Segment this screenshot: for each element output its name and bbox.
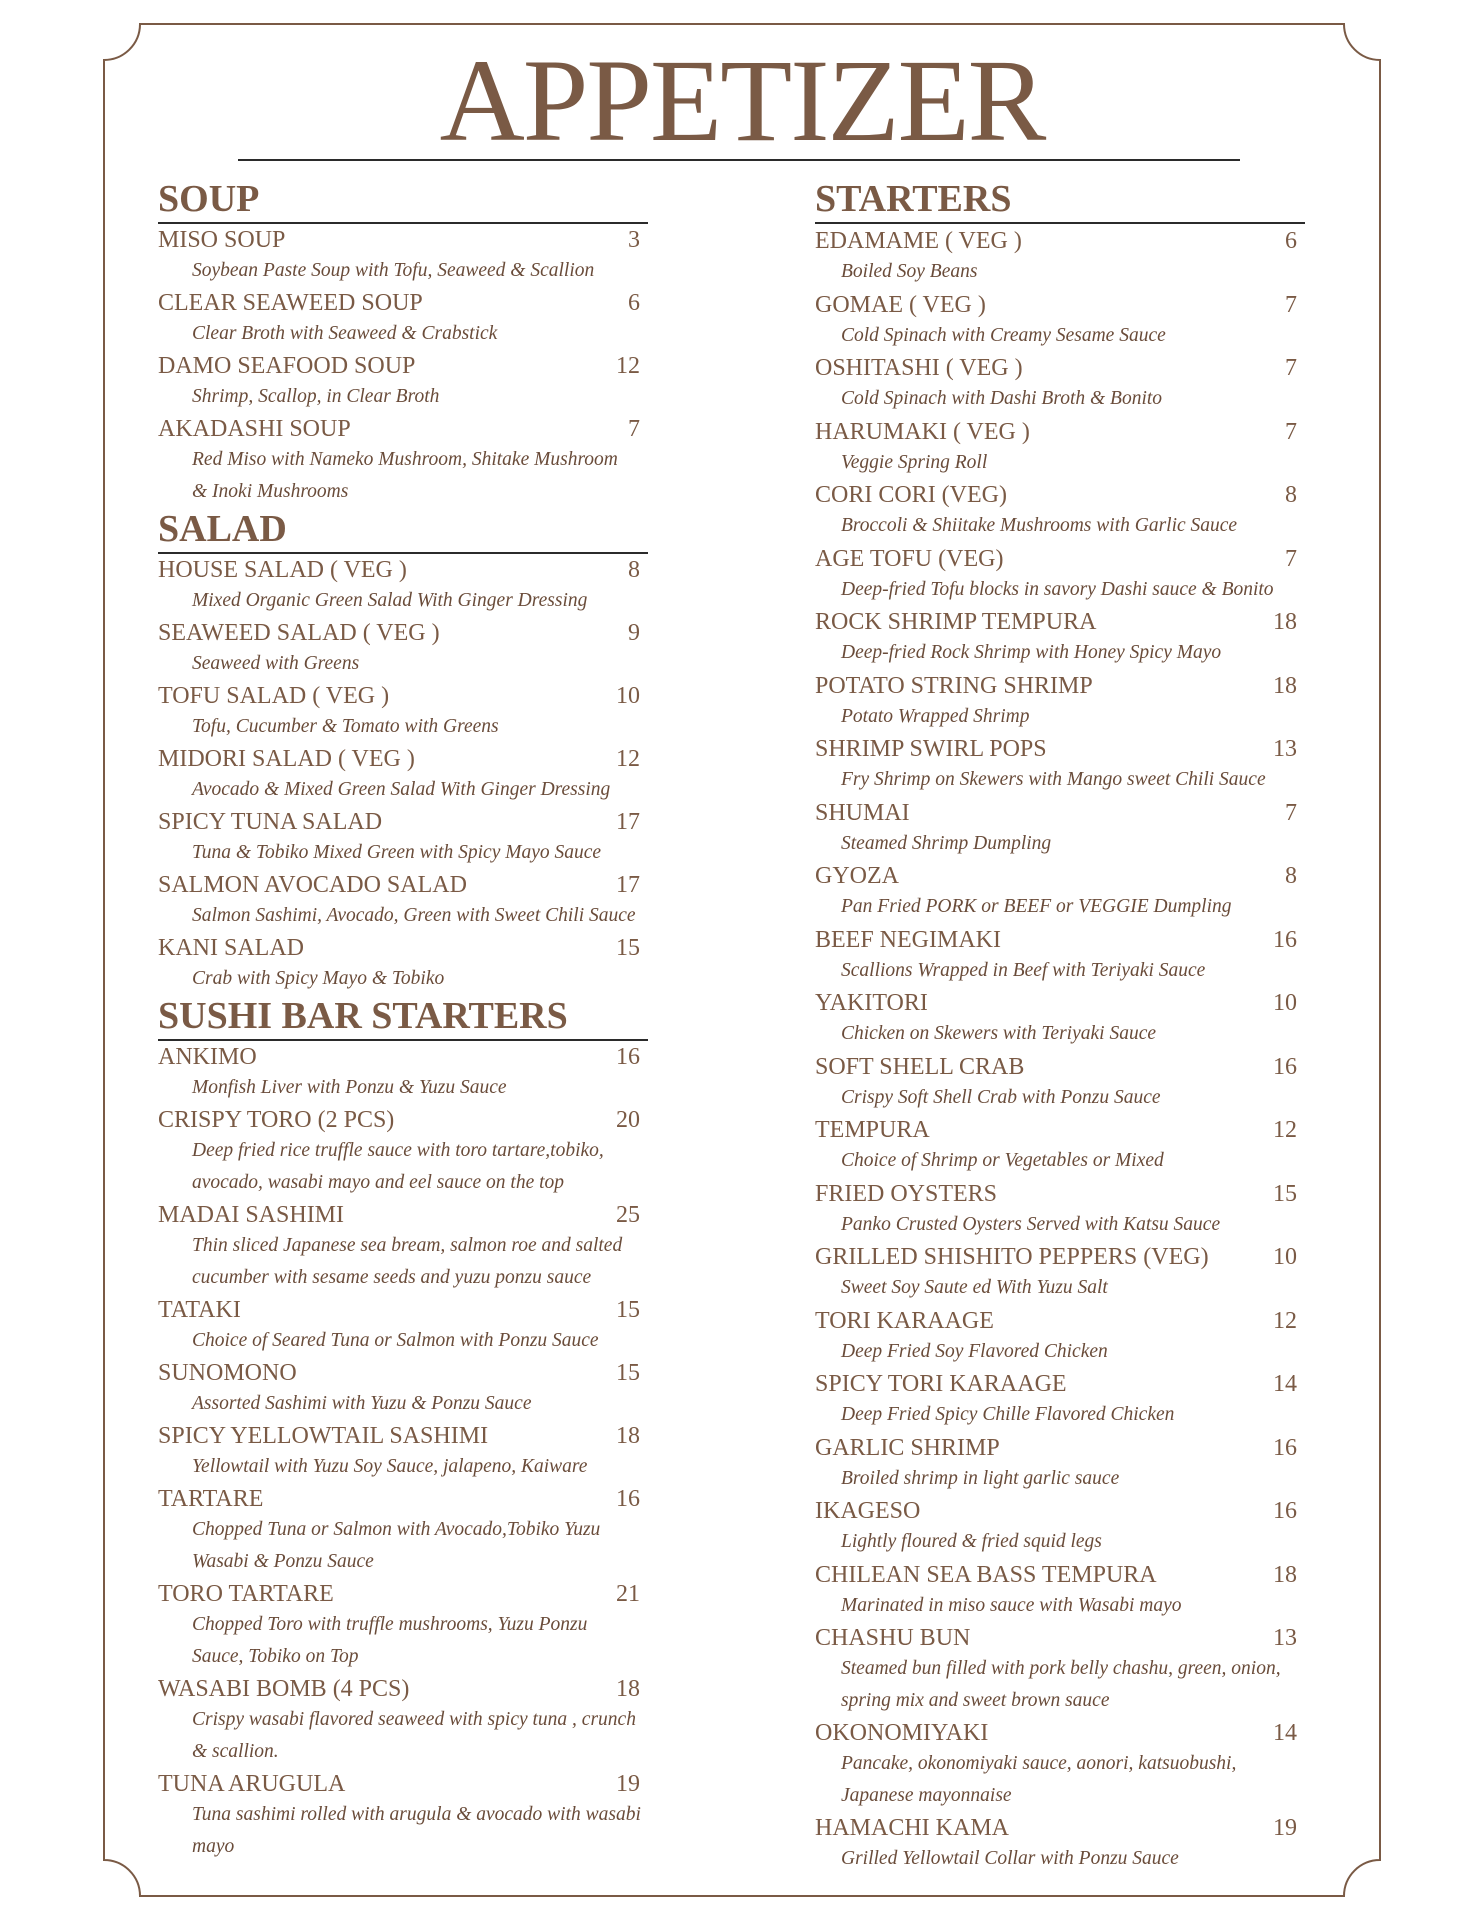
item-description: Crispy wasabi flavored seaweed with spicy tuna , crunch bbox=[192, 1709, 636, 1730]
menu-item-header bbox=[158, 682, 648, 711]
item-name: DAMO SEAFOOD SOUP bbox=[158, 353, 416, 379]
item-name: SPICY TORI KARAAGE bbox=[815, 1371, 1067, 1397]
menu-item-header bbox=[158, 1359, 648, 1388]
item-price: 18 bbox=[1273, 609, 1297, 635]
item-description: Deep-fried Tofu blocks in savory Dashi sauce & Bonito bbox=[841, 578, 1274, 600]
item-price: 8 bbox=[628, 557, 640, 583]
item-price: 15 bbox=[616, 1297, 640, 1323]
menu-item bbox=[815, 481, 1305, 542]
item-description: Grilled Yellowtail Collar with Ponzu Sauce bbox=[841, 1848, 1179, 1869]
menu-item bbox=[158, 415, 648, 508]
item-name: OKONOMIYAKI bbox=[815, 1720, 989, 1746]
menu-item bbox=[815, 1243, 1305, 1304]
item-description: Potato Wrapped Shrimp bbox=[841, 705, 1030, 727]
item-description: Cold Spinach with Dashi Broth & Bonito bbox=[841, 388, 1163, 409]
item-description: Wasabi & Ponzu Sauce bbox=[192, 1551, 374, 1572]
item-name: TARTARE bbox=[158, 1486, 264, 1512]
item-price: 18 bbox=[616, 1423, 640, 1449]
item-name: HOUSE SALAD ( VEG ) bbox=[158, 557, 407, 583]
item-price: 15 bbox=[616, 1360, 640, 1386]
menu-item bbox=[815, 291, 1305, 352]
menu-item bbox=[815, 608, 1305, 669]
menu-item-header bbox=[158, 1770, 648, 1799]
item-name: EDAMAME ( VEG ) bbox=[815, 228, 1022, 254]
item-price: 9 bbox=[628, 620, 640, 646]
item-name: SHRIMP SWIRL POPS bbox=[815, 736, 1047, 762]
item-name: FRIED OYSTERS bbox=[815, 1180, 998, 1207]
menu-item-header bbox=[815, 418, 1305, 447]
item-description: Shrimp, Scallop, in Clear Broth bbox=[192, 386, 440, 407]
section-heading: SALAD bbox=[158, 508, 648, 554]
item-description: Tuna & Tobiko Mixed Green with Spicy Mayo Sauce bbox=[192, 842, 602, 863]
menu-item bbox=[158, 1201, 648, 1294]
item-price: 25 bbox=[616, 1202, 640, 1228]
item-description: mayo bbox=[192, 1836, 235, 1857]
menu-item-header bbox=[158, 745, 648, 774]
item-name: AGE TOFU (VEG) bbox=[815, 545, 1004, 572]
menu-item bbox=[158, 1043, 648, 1104]
item-name: CLEAR SEAWEED SOUP bbox=[158, 290, 423, 316]
menu-item bbox=[158, 934, 648, 995]
menu-item bbox=[815, 862, 1305, 923]
page-title: APPETIZER bbox=[439, 35, 1045, 166]
menu-item bbox=[815, 1307, 1305, 1368]
menu-item-header bbox=[158, 1675, 648, 1704]
item-price: 10 bbox=[1273, 990, 1297, 1016]
left-column bbox=[158, 178, 648, 1863]
item-name: SPICY TUNA SALAD bbox=[158, 809, 383, 835]
item-name: MIDORI SALAD ( VEG ) bbox=[158, 746, 415, 772]
item-name: OSHITASHI ( VEG ) bbox=[815, 355, 1023, 381]
item-description: Chicken on Skewers with Teriyaki Sauce bbox=[841, 1023, 1157, 1044]
menu-item-header bbox=[815, 1243, 1305, 1272]
item-description: avocado, wasabi mayo and eel sauce on the top bbox=[192, 1172, 565, 1193]
title-divider bbox=[238, 159, 1240, 161]
item-price: 16 bbox=[1273, 1434, 1297, 1461]
menu-item-header bbox=[158, 1485, 648, 1514]
item-description: Tuna sashimi rolled with arugula & avocado with wasabi bbox=[192, 1804, 641, 1825]
item-price: 16 bbox=[1273, 1053, 1297, 1080]
menu-item-header bbox=[158, 871, 648, 900]
item-description: Avocado & Mixed Green Salad With Ginger Dressing bbox=[192, 779, 611, 800]
item-name: GRILLED SHISHITO PEPPERS (VEG) bbox=[815, 1244, 1209, 1270]
menu-item-header bbox=[815, 989, 1305, 1018]
item-description: Tofu, Cucumber & Tomato with Greens bbox=[192, 716, 499, 737]
menu-item bbox=[158, 871, 648, 932]
menu-item bbox=[815, 1719, 1305, 1811]
item-price: 15 bbox=[616, 935, 640, 961]
menu-item bbox=[815, 799, 1305, 860]
menu-item-header bbox=[815, 1497, 1305, 1526]
item-price: 16 bbox=[616, 1044, 640, 1070]
item-price: 6 bbox=[1285, 228, 1297, 254]
menu-item bbox=[158, 745, 648, 806]
item-name: IKAGESO bbox=[815, 1498, 921, 1524]
menu-item bbox=[815, 227, 1305, 288]
menu-item-header bbox=[815, 1180, 1305, 1209]
section-heading: STARTERS bbox=[815, 178, 1305, 224]
right-column bbox=[815, 178, 1305, 1875]
item-price: 16 bbox=[1273, 1498, 1297, 1524]
item-name: SOFT SHELL CRAB bbox=[815, 1053, 1025, 1080]
menu-item bbox=[158, 556, 648, 617]
item-name: GARLIC SHRIMP bbox=[815, 1434, 1000, 1461]
item-description: Steamed Shrimp Dumpling bbox=[841, 832, 1052, 854]
menu-item-header bbox=[815, 481, 1305, 510]
item-description: Choice of Seared Tuna or Salmon with Ponzu Sauce bbox=[192, 1330, 599, 1351]
menu-item bbox=[815, 418, 1305, 479]
menu-item-header bbox=[158, 619, 648, 648]
item-description: Boiled Soy Beans bbox=[841, 261, 978, 282]
menu-item-header bbox=[815, 608, 1305, 637]
menu-item-header bbox=[158, 352, 648, 381]
item-name: AKADASHI SOUP bbox=[158, 416, 351, 442]
item-name: GYOZA bbox=[815, 863, 899, 889]
item-description: Chopped Toro with truffle mushrooms, Yuzu Ponzu bbox=[192, 1614, 588, 1635]
item-price: 12 bbox=[1273, 1117, 1297, 1143]
item-description: Soybean Paste Soup with Tofu, Seaweed & Scallion bbox=[192, 260, 595, 281]
menu-item bbox=[158, 1106, 648, 1199]
item-description: Cold Spinach with Creamy Sesame Sauce bbox=[841, 324, 1166, 346]
menu-section-sushi-bar-starters bbox=[158, 995, 648, 1863]
menu-item-header bbox=[158, 808, 648, 837]
item-name: SALMON AVOCADO SALAD bbox=[158, 872, 467, 898]
menu-item-header bbox=[815, 926, 1305, 955]
item-name: TOFU SALAD ( VEG ) bbox=[158, 683, 390, 709]
item-description: Chopped Tuna or Salmon with Avocado,Tobiko Yuzu bbox=[192, 1519, 601, 1540]
item-name: GOMAE ( VEG ) bbox=[815, 291, 986, 318]
item-description: Broiled shrimp in light garlic sauce bbox=[841, 1467, 1120, 1489]
menu-item bbox=[158, 1422, 648, 1483]
menu-item-header bbox=[815, 1434, 1305, 1463]
item-description: Pancake, okonomiyaki sauce, aonori, katsuobushi, bbox=[841, 1753, 1237, 1774]
item-name: CHASHU BUN bbox=[815, 1625, 971, 1651]
item-name: MADAI SASHIMI bbox=[158, 1202, 345, 1228]
item-price: 7 bbox=[1285, 291, 1297, 318]
item-name: SEAWEED SALAD ( VEG ) bbox=[158, 620, 440, 646]
item-price: 7 bbox=[1285, 799, 1297, 826]
menu-item-header bbox=[815, 545, 1305, 574]
menu-item bbox=[815, 926, 1305, 987]
menu-item-header bbox=[158, 289, 648, 318]
item-name: BEEF NEGIMAKI bbox=[815, 926, 1001, 953]
item-price: 12 bbox=[1273, 1307, 1297, 1334]
menu-item-header bbox=[815, 1370, 1305, 1399]
item-name: HAMACHI KAMA bbox=[815, 1815, 1010, 1841]
item-description: Monfish Liver with Ponzu & Yuzu Sauce bbox=[192, 1077, 507, 1098]
item-name: SHUMAI bbox=[815, 799, 910, 826]
item-description: Scallions Wrapped in Beef with Teriyaki Sauce bbox=[841, 959, 1206, 981]
menu-item bbox=[158, 1675, 648, 1768]
item-name: CRISPY TORO (2 PCS) bbox=[158, 1107, 395, 1133]
item-price: 14 bbox=[1273, 1371, 1297, 1397]
item-price: 12 bbox=[616, 746, 640, 772]
item-price: 15 bbox=[1273, 1180, 1297, 1207]
menu-item bbox=[815, 1180, 1305, 1241]
menu-item-header bbox=[815, 862, 1305, 891]
item-price: 17 bbox=[616, 872, 640, 898]
item-name: POTATO STRING SHRIMP bbox=[815, 672, 1093, 699]
item-name: CHILEAN SEA BASS TEMPURA bbox=[815, 1561, 1157, 1588]
menu-item-header bbox=[815, 672, 1305, 701]
item-name: TORO TARTARE bbox=[158, 1581, 334, 1607]
item-description: Fry Shrimp on Skewers with Mango sweet Chili Sauce bbox=[841, 769, 1266, 790]
menu-item bbox=[158, 1770, 648, 1863]
menu-item-header bbox=[815, 1561, 1305, 1590]
menu-item-header bbox=[815, 227, 1305, 256]
item-name: SUNOMONO bbox=[158, 1360, 297, 1386]
item-price: 7 bbox=[1285, 418, 1297, 445]
menu-item-header bbox=[815, 1307, 1305, 1336]
item-price: 19 bbox=[616, 1771, 640, 1797]
menu-item-header bbox=[158, 1043, 648, 1072]
item-description: Broccoli & Shiitake Mushrooms with Garlic Sauce bbox=[841, 515, 1238, 536]
menu-item bbox=[815, 672, 1305, 733]
item-description: Pan Fried PORK or BEEF or VEGGIE Dumpling bbox=[841, 896, 1232, 917]
menu-item-header bbox=[158, 556, 648, 585]
item-name: ANKIMO bbox=[158, 1044, 257, 1070]
item-description: Thin sliced Japanese sea bream, salmon roe and salted bbox=[192, 1235, 623, 1256]
item-description: Lightly floured & fried squid legs bbox=[841, 1531, 1102, 1552]
item-description: Assorted Sashimi with Yuzu & Ponzu Sauce bbox=[192, 1393, 532, 1414]
menu-item bbox=[815, 1116, 1305, 1177]
item-price: 14 bbox=[1273, 1720, 1297, 1746]
item-description: Deep Fried Spicy Chille Flavored Chicken bbox=[841, 1404, 1175, 1425]
item-description: Seaweed with Greens bbox=[192, 653, 360, 674]
section-heading: SUSHI BAR STARTERS bbox=[158, 995, 648, 1041]
menu-item-header bbox=[158, 1201, 648, 1230]
menu-item bbox=[158, 1580, 648, 1673]
menu-section-salad bbox=[158, 508, 648, 995]
menu-item bbox=[815, 545, 1305, 606]
item-description: Crab with Spicy Mayo & Tobiko bbox=[192, 968, 445, 989]
item-name: TUNA ARUGULA bbox=[158, 1771, 346, 1797]
menu-item-header bbox=[815, 354, 1305, 383]
item-description: Choice of Shrimp or Vegetables or Mixed bbox=[841, 1150, 1164, 1171]
menu-item bbox=[158, 808, 648, 869]
menu-item bbox=[158, 1359, 648, 1420]
item-name: YAKITORI bbox=[815, 990, 928, 1016]
menu-item bbox=[815, 354, 1305, 415]
menu-item-header bbox=[158, 415, 648, 444]
item-description: cucumber with sesame seeds and yuzu ponzu sauce bbox=[192, 1267, 592, 1288]
item-price: 18 bbox=[1273, 672, 1297, 699]
item-price: 20 bbox=[616, 1107, 640, 1133]
menu-item bbox=[815, 1053, 1305, 1114]
menu-item-header bbox=[815, 735, 1305, 764]
item-description: Deep-fried Rock Shrimp with Honey Spicy Mayo bbox=[841, 642, 1222, 663]
section-heading: SOUP bbox=[158, 178, 648, 224]
menu-section-starters bbox=[815, 178, 1305, 1875]
item-description: Crispy Soft Shell Crab with Ponzu Sauce bbox=[841, 1086, 1161, 1108]
menu-item bbox=[815, 1497, 1305, 1558]
menu-item-header bbox=[158, 934, 648, 963]
item-price: 3 bbox=[628, 227, 640, 253]
item-name: ROCK SHRIMP TEMPURA bbox=[815, 609, 1097, 635]
menu-item bbox=[815, 1814, 1305, 1875]
item-description: Sauce, Tobiko on Top bbox=[192, 1646, 359, 1667]
item-price: 7 bbox=[1285, 545, 1297, 572]
item-description: Yellowtail with Yuzu Soy Sauce, jalapeno, Kaiware bbox=[192, 1456, 588, 1477]
item-name: CORI CORI (VEG) bbox=[815, 482, 1007, 508]
item-name: KANI SALAD bbox=[158, 935, 304, 961]
item-description: Salmon Sashimi, Avocado, Green with Sweet Chili Sauce bbox=[192, 905, 636, 926]
item-name: TEMPURA bbox=[815, 1117, 930, 1143]
item-description: Marinated in miso sauce with Wasabi mayo bbox=[841, 1594, 1182, 1616]
menu-item bbox=[158, 289, 648, 350]
item-price: 18 bbox=[1273, 1561, 1297, 1588]
item-name: WASABI BOMB (4 PCS) bbox=[158, 1676, 410, 1702]
item-price: 13 bbox=[1273, 1625, 1297, 1651]
menu-section-soup bbox=[158, 178, 648, 508]
menu-item-header bbox=[815, 1814, 1305, 1843]
menu-item bbox=[815, 989, 1305, 1050]
menu-item bbox=[815, 1434, 1305, 1495]
item-price: 7 bbox=[628, 416, 640, 442]
item-name: HARUMAKI ( VEG ) bbox=[815, 418, 1030, 445]
menu-item bbox=[158, 619, 648, 680]
item-description: Panko Crusted Oysters Served with Katsu Sauce bbox=[841, 1213, 1221, 1235]
menu-item-header bbox=[158, 226, 648, 255]
item-price: 13 bbox=[1273, 736, 1297, 762]
menu-item-header bbox=[815, 1116, 1305, 1145]
menu-item bbox=[815, 1624, 1305, 1716]
item-name: SPICY YELLOWTAIL SASHIMI bbox=[158, 1423, 489, 1449]
menu-item-header bbox=[815, 1719, 1305, 1748]
item-description: Deep fried rice truffle sauce with toro tartare,tobiko, bbox=[192, 1140, 604, 1161]
item-price: 7 bbox=[1285, 355, 1297, 381]
item-price: 6 bbox=[628, 290, 640, 316]
item-description: Deep Fried Soy Flavored Chicken bbox=[841, 1340, 1108, 1362]
item-description: Veggie Spring Roll bbox=[841, 451, 988, 473]
item-description: & scallion. bbox=[192, 1741, 279, 1762]
item-name: MISO SOUP bbox=[158, 227, 286, 253]
item-price: 17 bbox=[616, 809, 640, 835]
item-price: 8 bbox=[1285, 482, 1297, 508]
item-price: 16 bbox=[616, 1486, 640, 1512]
menu-item-header bbox=[158, 1422, 648, 1451]
menu-item-header bbox=[815, 1624, 1305, 1653]
menu-item-header bbox=[158, 1580, 648, 1609]
item-description: Mixed Organic Green Salad With Ginger Dressing bbox=[192, 590, 588, 611]
item-name: TATAKI bbox=[158, 1297, 241, 1323]
item-price: 16 bbox=[1273, 926, 1297, 953]
menu-item bbox=[815, 735, 1305, 796]
item-description: Japanese mayonnaise bbox=[841, 1784, 1012, 1806]
menu-item-header bbox=[815, 1053, 1305, 1082]
menu-item-header bbox=[158, 1106, 648, 1135]
menu-item bbox=[158, 1485, 648, 1578]
item-description: spring mix and sweet brown sauce bbox=[841, 1689, 1110, 1711]
item-price: 18 bbox=[616, 1676, 640, 1702]
menu-item bbox=[158, 682, 648, 743]
menu-item bbox=[815, 1370, 1305, 1431]
menu-item-header bbox=[158, 1296, 648, 1325]
menu-item-header bbox=[815, 799, 1305, 828]
item-name: TORI KARAAGE bbox=[815, 1307, 994, 1334]
item-price: 19 bbox=[1273, 1815, 1297, 1841]
item-description: Steamed bun filled with pork belly chashu, green, onion, bbox=[841, 1658, 1281, 1679]
item-price: 21 bbox=[616, 1581, 640, 1607]
menu-item bbox=[158, 1296, 648, 1357]
item-price: 10 bbox=[616, 683, 640, 709]
item-price: 8 bbox=[1285, 863, 1297, 889]
menu-item bbox=[158, 352, 648, 413]
item-description: Clear Broth with Seaweed & Crabstick bbox=[192, 323, 498, 344]
item-description: Red Miso with Nameko Mushroom, Shitake Mushroom bbox=[192, 449, 618, 470]
item-description: Sweet Soy Saute ed With Yuzu Salt bbox=[841, 1277, 1108, 1298]
item-description: & Inoki Mushrooms bbox=[192, 481, 349, 502]
menu-item-header bbox=[815, 291, 1305, 320]
item-price: 10 bbox=[1273, 1244, 1297, 1270]
item-price: 12 bbox=[616, 353, 640, 379]
menu-item bbox=[815, 1561, 1305, 1622]
menu-item bbox=[158, 226, 648, 287]
